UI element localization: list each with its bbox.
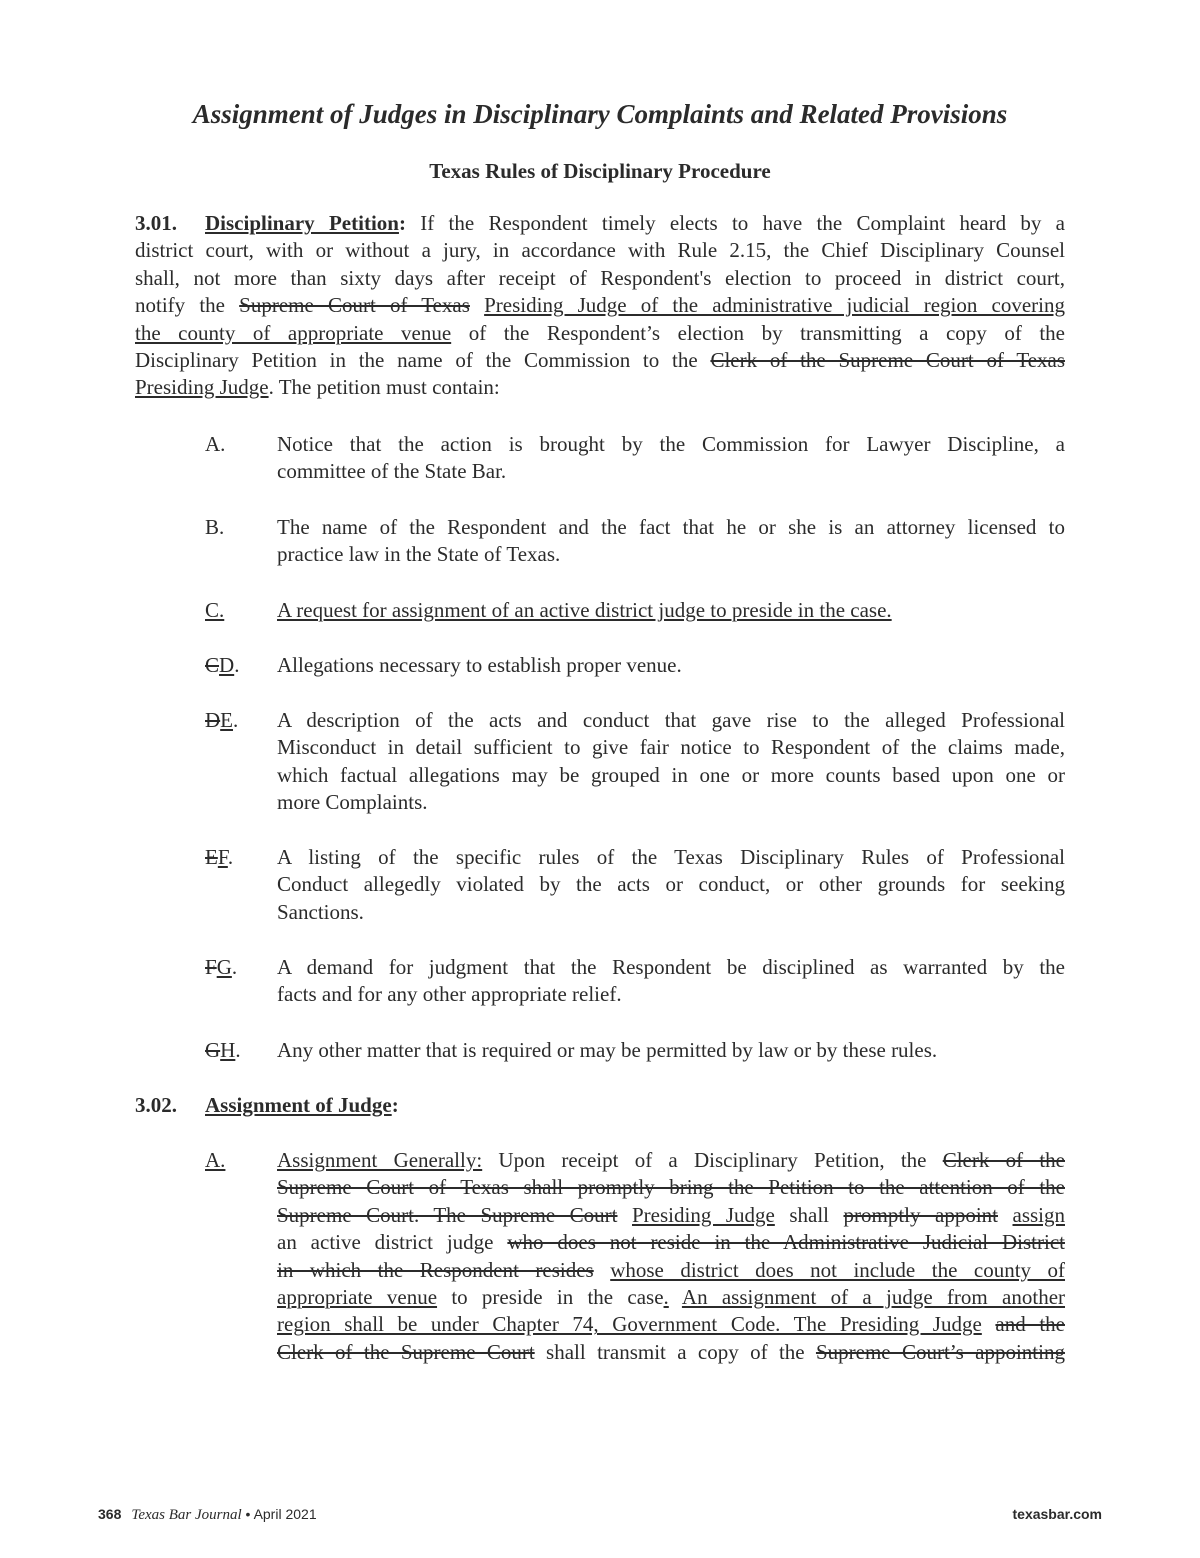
deleted-text: Clerk of the Supreme Court of Texas (710, 348, 1066, 373)
deleted-text: who does not reside in the Administrative Judicial District (507, 1230, 1065, 1255)
list-item-text: A demand for judgment that the Respondent be disciplined as warranted by the facts and for any other appropriate relief. (277, 955, 1065, 1007)
list-item-text: A description of the acts and conduct that gave rise to the alleged Professional Misconduct in detail sufficient to give fair notice to Respondent of the claims made, which factual allegations may be grouped in one or more counts based upon one or more Complaints. (277, 708, 1065, 815)
section-3-02-line (135, 1092, 1065, 1119)
footer-bullet: • (245, 1506, 251, 1522)
inserted-text: . (663, 1285, 669, 1310)
inserted-text: assign (1012, 1202, 1065, 1227)
deleted-text: Supreme Court. The Supreme Court (277, 1202, 618, 1227)
inserted-text: Presiding Judge (632, 1202, 775, 1227)
deleted-text: Clerk of the Supreme Court (277, 1339, 535, 1364)
text: Disciplinary Petition in the name of the Commission to the (135, 348, 711, 373)
deleted-text: in which the Respondent resides (277, 1257, 594, 1282)
heading-colon: : (398, 211, 406, 235)
subsection-text (277, 1147, 1065, 1366)
inserted-letter: E (220, 708, 233, 732)
document-title: Assignment of Judges in Disciplinary Complaints and Related Provisions (192, 99, 1008, 129)
deleted-text: Clerk of the (942, 1148, 1065, 1172)
list-item-text (277, 597, 1065, 624)
deleted-text: Supreme Court of Texas (239, 293, 470, 318)
list-item-text: Allegations necessary to establish proper venue. (277, 653, 682, 677)
deleted-letter: G (205, 1038, 221, 1062)
text: to preside in the case (437, 1285, 664, 1310)
section-3-01-line (135, 320, 1065, 347)
page-footer (98, 1504, 1102, 1524)
list-item-letter: EF. (205, 845, 234, 869)
section-heading: Disciplinary Petition (205, 211, 399, 235)
inserted-text: An assignment of a judge from another (681, 1285, 1066, 1310)
list-item-text: Notice that the action is brought by the Commission for Lawyer Discipline, a committee of the State Bar. (277, 432, 1065, 484)
section-3-01-line (135, 347, 1065, 374)
text: shall transmit a copy of the (534, 1339, 816, 1364)
inserted-text: region shall be under Chapter 74, Government Code. The Presiding Judge (277, 1312, 982, 1337)
heading-colon: : (391, 1093, 399, 1117)
list-item-text: The name of the Respondent and the fact that he or she is an attorney licensed to practice law in the State of Texas. (277, 515, 1065, 567)
inserted-letter: D (219, 653, 235, 677)
deleted-text: and the (995, 1312, 1065, 1337)
issue-date: April 2021 (253, 1506, 317, 1522)
inserted-text: A request for assignment of an active district judge to preside in the case. (277, 598, 892, 622)
list-item-text: Any other matter that is required or may be permitted by law or by these rules. (277, 1038, 938, 1062)
section-3-01 (135, 210, 1065, 402)
section-3-01-line (135, 210, 1065, 237)
deleted-letter: C (205, 653, 220, 677)
section-3-01-line: district court, with or without a jury, in accordance with Rule 2.15, the Chief Disciplinary Counsel (135, 238, 1065, 263)
page-number: 368 (98, 1506, 122, 1522)
deleted-text: Supreme Court’s appointing (815, 1339, 1065, 1364)
website-url: texasbar.com (1012, 1506, 1102, 1522)
journal-name: Texas Bar Journal (131, 1507, 242, 1523)
text: If the Respondent timely elects to have the Complaint heard by a (405, 211, 1065, 235)
text: of the Respondent’s election by transmitting a copy of the (451, 320, 1065, 345)
list-item-letter: FG. (205, 955, 238, 979)
section-number: 3.01. (135, 211, 177, 235)
inserted-letter: H (220, 1038, 236, 1062)
section-3-01-line (135, 292, 1065, 319)
section-heading: Assignment of Judge (205, 1093, 392, 1117)
deleted-text: Supreme Court of Texas shall promptly bring the Petition to the attention of the (277, 1175, 1065, 1200)
deleted-letter: E (205, 845, 218, 869)
list-item-letter: CD. (205, 653, 240, 677)
list-item-letter: B. (205, 515, 225, 539)
list-item-letter: A. (205, 1148, 226, 1172)
deleted-text: promptly appoint (843, 1202, 998, 1227)
list-item-letter: DE. (205, 708, 239, 732)
inserted-text: appropriate venue (277, 1285, 438, 1310)
section-3-01-line: shall, not more than sixty days after receipt of Respondent's election to proceed in district court, (135, 265, 1065, 290)
space (470, 293, 484, 317)
inserted-letter: G (216, 955, 232, 979)
list-item-letter: GH. (205, 1038, 241, 1062)
deleted-letter: F (205, 955, 217, 979)
text: shall (774, 1202, 844, 1227)
list-item-text: A listing of the specific rules of the Texas Disciplinary Rules of Professional Conduct allegedly violated by the acts or conduct, or other grounds for seeking Sanctions. (277, 845, 1065, 924)
section-number: 3.02. (135, 1093, 177, 1117)
text: Upon receipt of a Disciplinary Petition, the (482, 1148, 943, 1172)
section-3-01-line (135, 374, 1065, 401)
text: notify the (135, 293, 240, 318)
inserted-text: Presiding Judge (135, 375, 269, 400)
inserted-text: Assignment Generally: (277, 1148, 483, 1172)
list-item-letter: A. (205, 432, 226, 456)
document-subtitle: Texas Rules of Disciplinary Procedure (429, 159, 771, 183)
text: an active district judge (277, 1230, 508, 1255)
section-3-02 (135, 1092, 1065, 1119)
inserted-letter: F (217, 845, 228, 869)
footer-left (98, 1504, 317, 1525)
text: . The petition must contain: (268, 375, 500, 400)
inserted-text: the county of appropriate venue (135, 320, 452, 345)
list-item-letter: C. (205, 598, 225, 622)
deleted-letter: D (205, 708, 221, 732)
inserted-text: Presiding Judge of the administrative judicial region covering (484, 293, 1065, 318)
inserted-text: whose district does not include the county of (610, 1257, 1066, 1282)
